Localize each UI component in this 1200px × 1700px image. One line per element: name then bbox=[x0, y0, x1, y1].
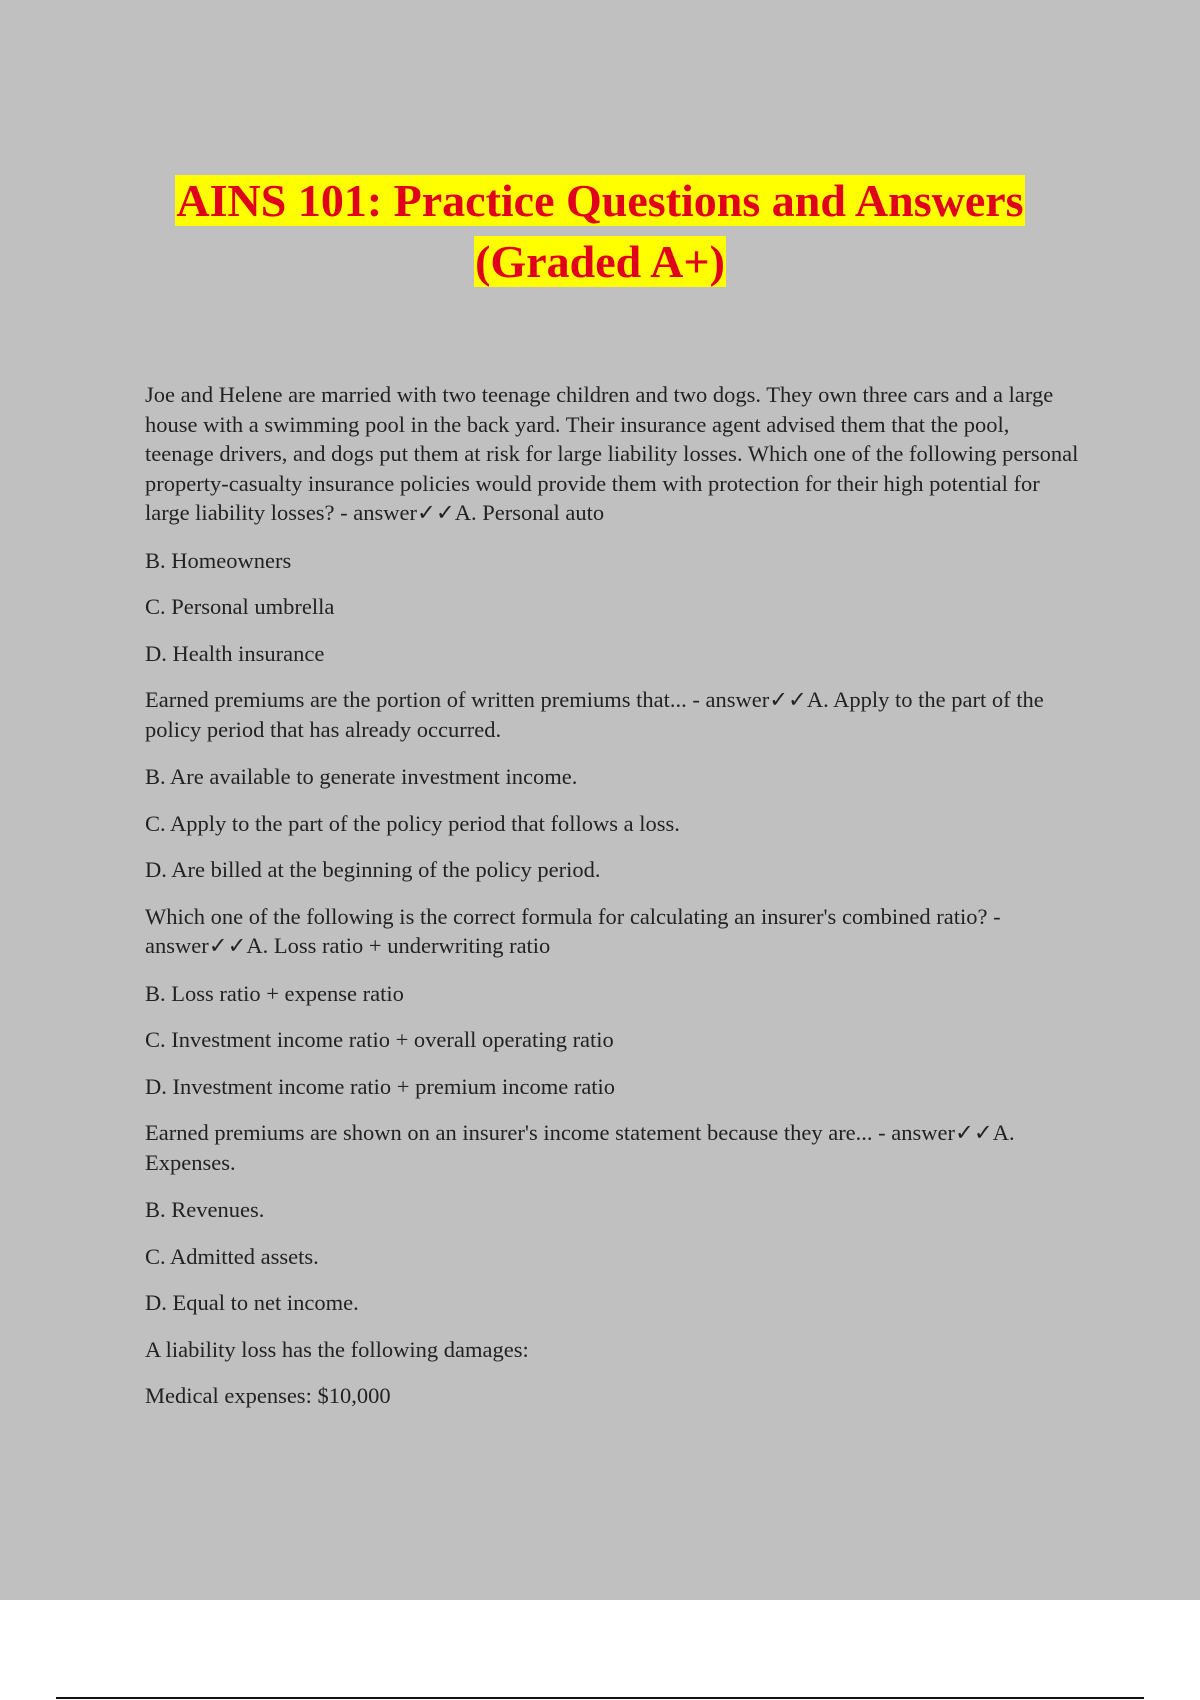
question-2-option-d: D. Are billed at the beginning of the policy period. bbox=[145, 857, 601, 882]
question-1-option-c: C. Personal umbrella bbox=[145, 594, 335, 619]
question-4-option-c: C. Admitted assets. bbox=[145, 1243, 319, 1269]
question-4-option-b: B. Revenues. bbox=[145, 1197, 265, 1222]
document-body bbox=[145, 380, 1080, 1428]
question-3: Which one of the following is the correct formula for calculating an insurer's combined ratio? - answer✓✓A. Loss ratio + underwriting ratio bbox=[145, 903, 1001, 958]
question-1-option-d: D. Health insurance bbox=[145, 640, 325, 666]
question-2: Earned premiums are the portion of written premiums that... - answer✓✓A. Apply to the part of the policy period that has already occurred. bbox=[145, 687, 1044, 742]
question-3-option-d: D. Investment income ratio + premium income ratio bbox=[145, 1073, 616, 1099]
question-5-intro: A liability loss has the following damages: bbox=[145, 1336, 529, 1362]
question-2-option-b: B. Are available to generate investment income. bbox=[145, 764, 578, 789]
footer-divider bbox=[56, 1697, 1144, 1699]
question-1-option-b: B. Homeowners bbox=[145, 547, 292, 573]
title-line-1: AINS 101: Practice Questions and Answers bbox=[176, 175, 1024, 226]
question-5-damage-line: Medical expenses: $10,000 bbox=[145, 1383, 391, 1408]
title-line-2: (Graded A+) bbox=[475, 236, 725, 287]
question-2-option-c: C. Apply to the part of the policy period that follows a loss. bbox=[145, 810, 680, 836]
question-4-option-d: D. Equal to net income. bbox=[145, 1290, 359, 1315]
document-title bbox=[0, 170, 1200, 292]
question-3-option-b: B. Loss ratio + expense ratio bbox=[145, 980, 404, 1006]
question-1: Joe and Helene are married with two teenage children and two dogs. They own three cars and a large house with a swimming pool in the back yard. Their insurance agent advised them that the pool, teenage drivers, and dogs put them at risk for large liability losses. Which one of the following personal property-casualty insurance policies would provide them with protection for their high potential for large liability losses? - answer✓✓A. Personal auto bbox=[145, 382, 1079, 525]
question-4: Earned premiums are shown on an insurer's income statement because they are... - answer✓✓A. Expenses. bbox=[145, 1120, 1015, 1175]
question-3-option-c: C. Investment income ratio + overall operating ratio bbox=[145, 1027, 614, 1052]
